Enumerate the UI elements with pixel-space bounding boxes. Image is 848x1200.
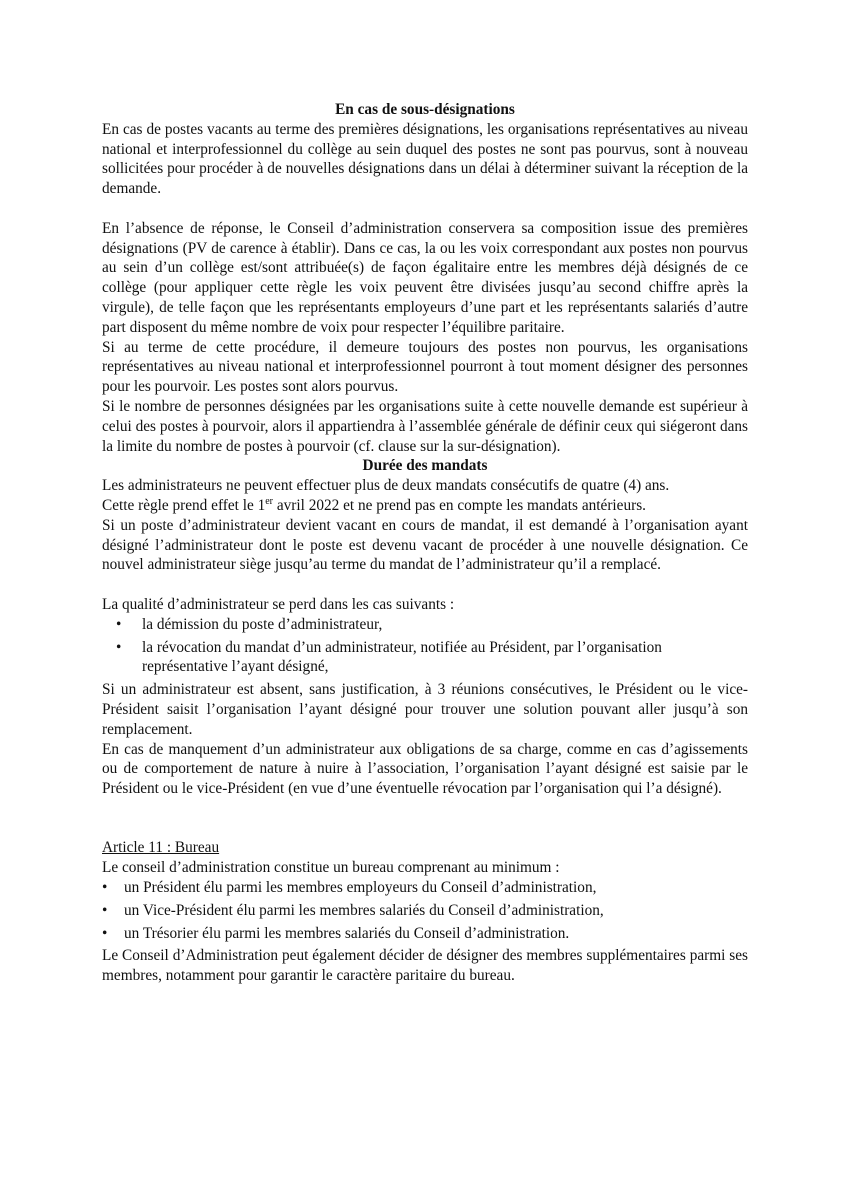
paragraph: Si un poste d’administrateur devient vacant en cours de mandat, il est demandé à l’organisation ayant désigné l’administrateur dont le poste est devenu vacant de procéder à une nouvelle désignation. Ce nouvel administrateur siège jusqu’au terme du mandat de l’administrateur qu’il a remplacé. bbox=[102, 516, 748, 574]
spacer bbox=[102, 799, 748, 839]
list-item-text: un Président élu parmi les membres employeurs du Conseil d’administration, bbox=[124, 879, 597, 897]
list-item-text: un Trésorier élu parmi les membres salariés du Conseil d’administration. bbox=[124, 924, 570, 942]
paragraph: En cas de postes vacants au terme des premières désignations, les organisations représentatives au niveau national et interprofessionnel du collège au sein duquel des postes ne sont pas pourvus, sont à nouveau sollicitées pour procéder à de nouvelles désignations dans un délai à déterminer suivant la réception de la demande. bbox=[102, 120, 748, 198]
list-item bbox=[102, 924, 748, 944]
document-page bbox=[102, 100, 748, 986]
bullet-icon: • bbox=[102, 879, 108, 897]
bullet-list bbox=[102, 878, 748, 943]
list-item-text: la démission du poste d’administrateur, bbox=[142, 615, 383, 633]
paragraph bbox=[102, 496, 748, 516]
paragraph: En cas de manquement d’un administrateur aux obligations de sa charge, comme en cas d’agissements ou de comportement de nature à nuire à l’association, l’organisation l’ayant désigné est saisie par le Président ou le vice-Président (en vue d’une éventuelle révocation par l’organisation qui l’a désigné). bbox=[102, 740, 748, 798]
list-item bbox=[102, 615, 748, 635]
paragraph: Si un administrateur est absent, sans justification, à 3 réunions consécutives, le Président ou le vice-Président saisit l’organisation l’ayant désigné pour trouver une solution pouvant aller jusqu’à son remplacement. bbox=[102, 681, 748, 738]
paragraph: Les administrateurs ne peuvent effectuer plus de deux mandats consécutifs de quatre (4) ans. bbox=[102, 477, 670, 495]
paragraph: En l’absence de réponse, le Conseil d’administration conservera sa composition issue des premières désignations (PV de carence à établir). Dans ce cas, la ou les voix correspondant aux postes non pourvus au sein d’un collège est/sont attribuée(s) de façon égalitaire entre les membres déjà désignés de ce collège (pour appliquer cette règle les voix peuvent être divisées jusqu’au second chiffre après la virgule), de telle façon que les représentants employeurs d’une part et les représentants salariés d’autre part disposent du même nombre de voix pour respecter l’équilibre paritaire. bbox=[102, 219, 748, 336]
spacer bbox=[102, 199, 748, 219]
text-run: avril 2022 et ne prend pas en compte les mandats antérieurs. bbox=[273, 496, 646, 514]
paragraph: La qualité d’administrateur se perd dans les cas suivants : bbox=[102, 595, 455, 613]
article-title: Article 11 : Bureau bbox=[102, 839, 220, 857]
section-heading-duree-mandats: Durée des mandats bbox=[362, 457, 488, 475]
list-item bbox=[102, 901, 748, 921]
list-item-text: un Vice-Président élu parmi les membres salariés du Conseil d’administration, bbox=[124, 901, 604, 919]
list-item bbox=[102, 878, 748, 898]
section-heading-sous-designations: En cas de sous-désignations bbox=[335, 101, 515, 118]
list-item bbox=[102, 638, 748, 678]
paragraph: Si au terme de cette procédure, il demeure toujours des postes non pourvus, les organisations représentatives au niveau national et interprofessionnel pourront à tout moment désigner des personnes pour les pourvoir. Les postes sont alors pourvus. bbox=[102, 338, 748, 396]
bullet-icon: • bbox=[102, 924, 108, 942]
list-item-text: la révocation du mandat d’un administrateur, notifiée au Président, par l’organisation représentative l’ayant désigné, bbox=[142, 638, 662, 676]
spacer bbox=[102, 575, 748, 595]
bullet-icon: • bbox=[116, 615, 122, 633]
superscript: er bbox=[265, 495, 274, 507]
text-run: Cette règle prend effet le 1 bbox=[102, 496, 266, 514]
paragraph: Le Conseil d’Administration peut également décider de désigner des membres supplémentaires parmi ses membres, notamment pour garantir le caractère paritaire du bureau. bbox=[102, 947, 748, 985]
bullet-icon: • bbox=[102, 901, 108, 919]
paragraph: Si le nombre de personnes désignées par les organisations suite à cette nouvelle demande est supérieur à celui des postes à pourvoir, alors il appartiendra à l’assemblée générale de définir ceux qui siégeront dans la limite du nombre de postes à pourvoir (cf. clause sur la sur-désignation). bbox=[102, 397, 748, 455]
bullet-list bbox=[102, 615, 748, 677]
paragraph: Le conseil d’administration constitue un bureau comprenant au minimum : bbox=[102, 859, 560, 877]
bullet-icon: • bbox=[116, 638, 122, 656]
